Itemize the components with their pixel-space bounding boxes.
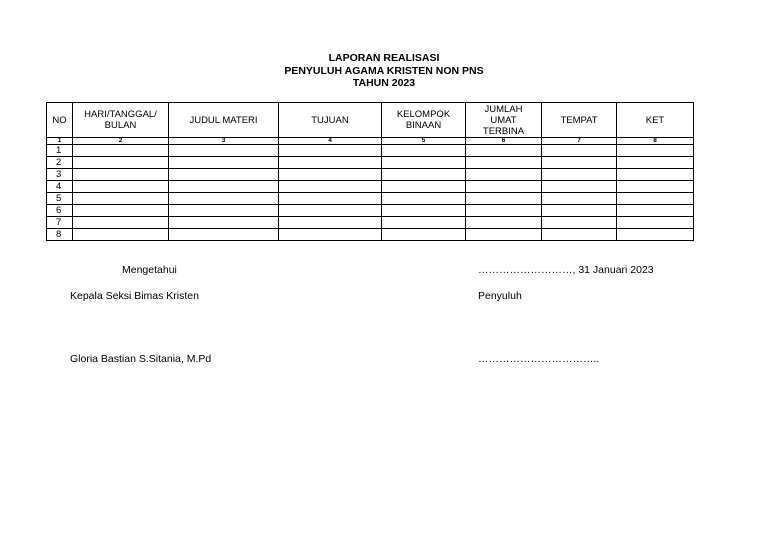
row-number: 7	[47, 217, 73, 229]
header-topic: JUDUL MATERI	[169, 103, 279, 138]
report-title	[0, 52, 768, 90]
table-cell	[279, 193, 382, 205]
table-cell	[73, 193, 169, 205]
table-cell	[466, 217, 542, 229]
table-cell	[617, 169, 694, 181]
column-number: 6	[466, 138, 542, 145]
table-cell	[382, 169, 466, 181]
header-group: KELOMPOK BINAAN	[382, 103, 466, 138]
place-date: ………………………, 31 Januari 2023	[478, 264, 654, 276]
table-cell	[279, 181, 382, 193]
table-cell	[279, 145, 382, 157]
header-row	[47, 103, 694, 138]
table-cell	[73, 205, 169, 217]
table-cell	[542, 181, 617, 193]
column-number: 3	[169, 138, 279, 145]
table-cell	[542, 217, 617, 229]
table-row	[47, 157, 694, 169]
column-number-row	[47, 138, 694, 145]
table-cell	[542, 169, 617, 181]
table-cell	[466, 157, 542, 169]
table-cell	[466, 205, 542, 217]
table-cell	[169, 169, 279, 181]
header-count: JUMLAH UMAT TERBINA	[466, 103, 542, 138]
right-signer-name: ……………………………..	[478, 353, 600, 365]
title-line-2: PENYULUH AGAMA KRISTEN NON PNS	[284, 64, 484, 77]
table-cell	[382, 205, 466, 217]
table-cell	[169, 229, 279, 241]
row-number: 2	[47, 157, 73, 169]
left-signer-role: Kepala Seksi Bimas Kristen	[70, 290, 199, 302]
table-cell	[169, 205, 279, 217]
right-signer-role: Penyuluh	[478, 290, 522, 302]
table-cell	[382, 217, 466, 229]
row-number: 5	[47, 193, 73, 205]
table-row	[47, 145, 694, 157]
acknowledge-label: Mengetahui	[122, 264, 177, 276]
table-cell	[617, 181, 694, 193]
table-row	[47, 169, 694, 181]
column-number: 2	[73, 138, 169, 145]
table-cell	[279, 217, 382, 229]
table-cell	[279, 157, 382, 169]
column-number: 1	[47, 138, 73, 145]
table-cell	[617, 217, 694, 229]
table-cell	[73, 181, 169, 193]
table-row	[47, 193, 694, 205]
table-row	[47, 217, 694, 229]
row-number: 8	[47, 229, 73, 241]
table-cell	[169, 193, 279, 205]
report-table	[46, 102, 694, 241]
table-cell	[169, 157, 279, 169]
column-number: 5	[382, 138, 466, 145]
row-number: 4	[47, 181, 73, 193]
table-cell	[542, 205, 617, 217]
table-cell	[382, 157, 466, 169]
left-signer-name: Gloria Bastian S.Sitania, M.Pd	[70, 353, 212, 365]
header-no: NO	[47, 103, 73, 138]
row-number: 1	[47, 145, 73, 157]
table-cell	[466, 145, 542, 157]
column-number: 7	[542, 138, 617, 145]
table-cell	[466, 193, 542, 205]
table-cell	[466, 169, 542, 181]
table-cell	[617, 157, 694, 169]
table-cell	[466, 181, 542, 193]
table-cell	[617, 229, 694, 241]
table-cell	[542, 145, 617, 157]
table-cell	[382, 229, 466, 241]
table-cell	[73, 217, 169, 229]
table-row	[47, 229, 694, 241]
table-cell	[617, 145, 694, 157]
table-cell	[73, 169, 169, 181]
header-date: HARI/TANGGAL/ BULAN	[73, 103, 169, 138]
header-note: KET	[617, 103, 694, 138]
table-cell	[169, 217, 279, 229]
table-cell	[169, 145, 279, 157]
table-cell	[73, 229, 169, 241]
table-cell	[542, 157, 617, 169]
table-cell	[466, 229, 542, 241]
column-number: 4	[279, 138, 382, 145]
title-line-3: TAHUN 2023	[352, 77, 416, 89]
table-cell	[73, 145, 169, 157]
row-number: 6	[47, 205, 73, 217]
table-cell	[382, 145, 466, 157]
table-cell	[542, 229, 617, 241]
table-cell	[279, 205, 382, 217]
title-line-1: LAPORAN REALISASI	[328, 52, 440, 64]
column-number: 8	[617, 138, 694, 145]
table-cell	[382, 181, 466, 193]
header-purpose: TUJUAN	[279, 103, 382, 138]
table-row	[47, 205, 694, 217]
table-row	[47, 181, 694, 193]
table-cell	[279, 169, 382, 181]
table-cell	[617, 205, 694, 217]
table-cell	[279, 229, 382, 241]
table-cell	[542, 193, 617, 205]
table-cell	[169, 181, 279, 193]
table-cell	[617, 193, 694, 205]
row-number: 3	[47, 169, 73, 181]
header-place: TEMPAT	[542, 103, 617, 138]
table-cell	[382, 193, 466, 205]
table-cell	[73, 157, 169, 169]
